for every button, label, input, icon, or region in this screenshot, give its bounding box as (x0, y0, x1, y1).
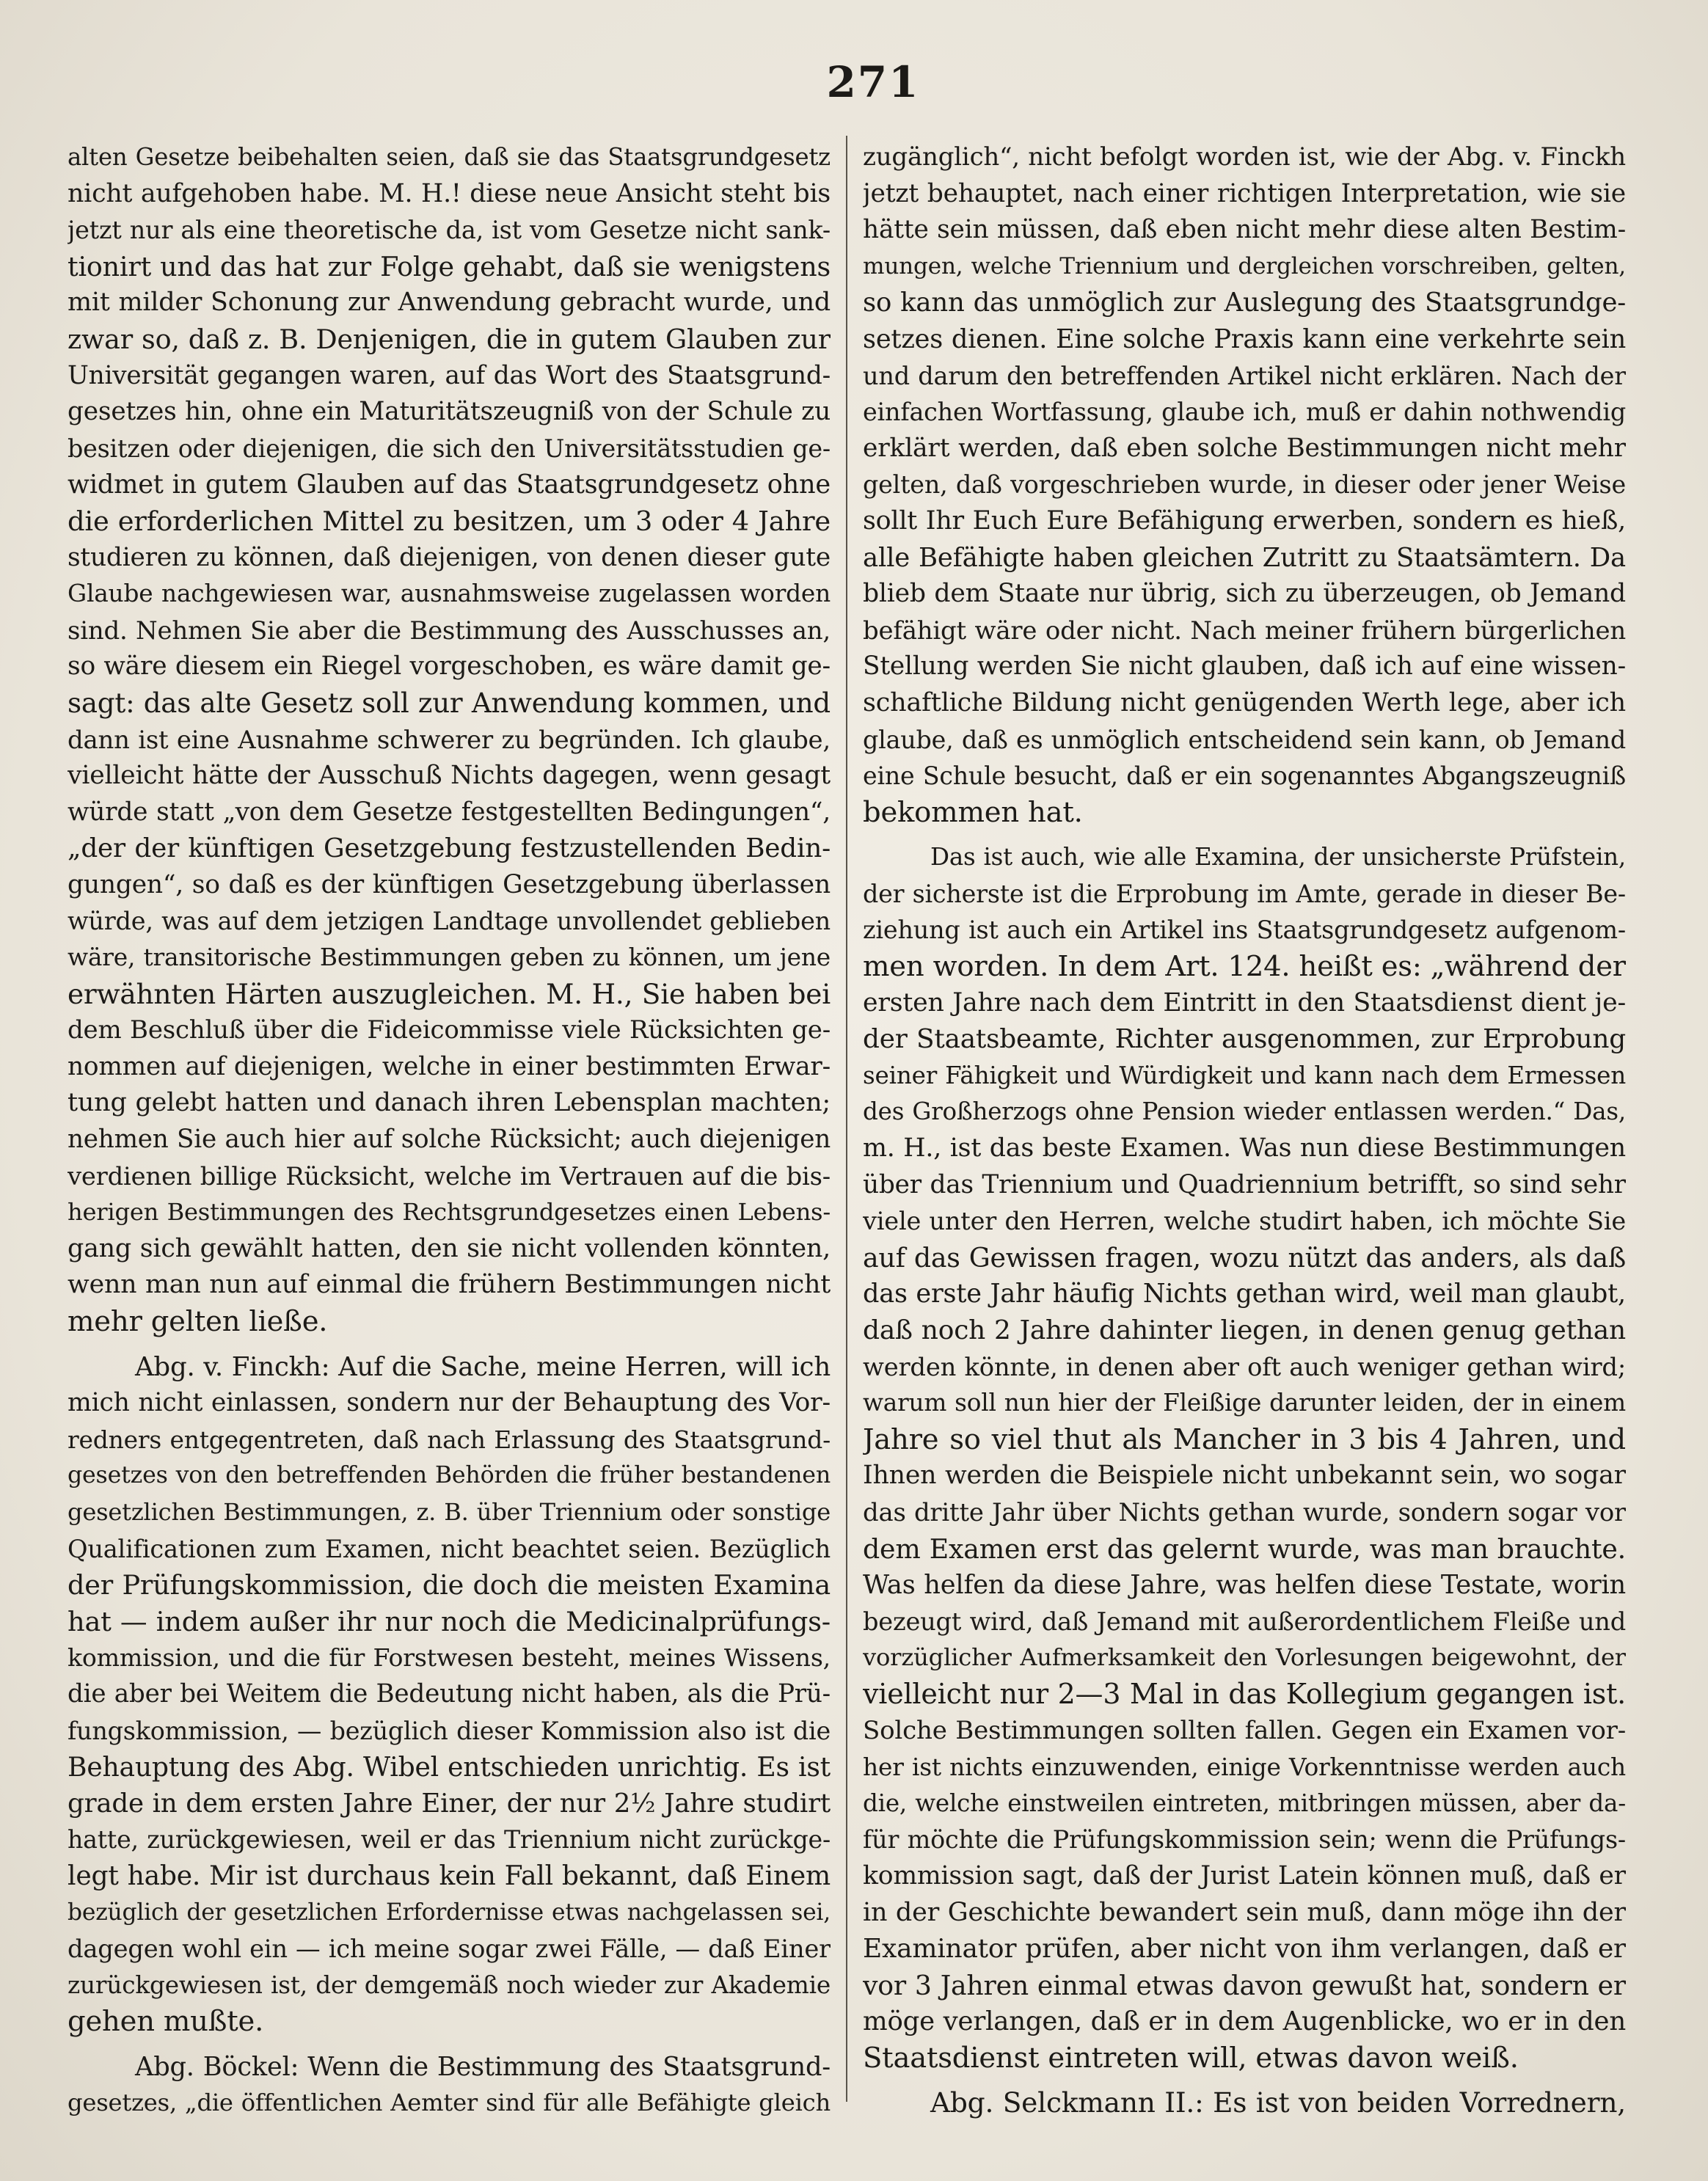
text-line: der Staatsbeamte, Richter ausgenommen, zur Erprobung (863, 1024, 1626, 1055)
text-line: wäre, transitorische Bestimmungen geben zu können, um jene (67, 943, 831, 972)
right-column (863, 139, 1626, 2122)
text-line: vorzüglicher Aufmerksamkeit den Vorlesungen beigewohnt, der (863, 1643, 1626, 1672)
text-line: gelten, daß vorgeschrieben wurde, in dieser oder jener Weise (863, 470, 1626, 500)
text-line: eine Schule besucht, daß er ein sogenanntes Abgangszeugniß (863, 761, 1626, 791)
text-line: mehr gelten ließe. (67, 1305, 328, 1338)
text-line: men worden. In dem Art. 124. heißt es: „während der (863, 950, 1626, 984)
text-line: vielleicht hätte der Ausschuß Nichts dagegen, wenn gesagt (67, 761, 831, 791)
text-line: dem Beschluß über die Fideicommisse viele Rücksichten ge- (67, 1015, 831, 1045)
text-line: die aber bei Weitem die Bedeutung nicht haben, als die Prü- (67, 1678, 831, 1709)
text-line: vor 3 Jahren einmal etwas davon gewußt hat, sondern er (863, 1969, 1626, 2001)
text-line: bezeugt wird, daß Jemand mit außerordentlichem Fleiße und (863, 1607, 1626, 1636)
text-line: sollt Ihr Euch Eure Befähigung erwerben, sondern es hieß, (863, 505, 1626, 536)
text-line: Das ist auch, wie alle Examina, der unsicherste Prüfstein, (930, 843, 1626, 872)
text-line: nehmen Sie auch hier auf solche Rücksicht; auch diejenigen (67, 1125, 831, 1155)
text-line: Solche Bestimmungen sollten fallen. Gegen ein Examen vor- (863, 1715, 1626, 1745)
text-line: herigen Bestimmungen des Rechtsgrundgesetzes einen Lebens- (67, 1198, 831, 1227)
text-line: die erforderlichen Mittel zu besitzen, um 3 oder 4 Jahre (67, 505, 831, 537)
text-line: mungen, welche Triennium und dergleichen vorschreiben, gelten, (863, 252, 1626, 280)
text-line: her ist nichts einzuwenden, einige Vorkenntnisse werden auch (863, 1753, 1626, 1782)
text-line: setzes dienen. Eine solche Praxis kann eine verkehrte sein (863, 324, 1626, 354)
text-line: das erste Jahr häufig Nichts gethan wird, weil man glaubt, (863, 1279, 1626, 1309)
text-line: jetzt behauptet, nach einer richtigen Interpretation, wie sie (863, 178, 1626, 208)
text-line: glaube, daß es unmöglich entscheidend sein kann, ob Jemand (863, 725, 1626, 754)
text-line: das dritte Jahr über Nichts gethan wurde, sondern sogar vor (863, 1497, 1626, 1527)
text-line: sagt: das alte Gesetz soll zur Anwendung kommen, und (67, 687, 831, 719)
text-line: Ihnen werden die Beispiele nicht unbekannt sein, wo sogar (863, 1461, 1626, 1491)
text-line: alten Gesetze beibehalten seien, daß sie das Staatsgrundgesetz (67, 143, 831, 171)
text-line: dem Examen erst das gelernt wurde, was man brauchte. (863, 1532, 1626, 1565)
text-line: jetzt nur als eine theoretische da, ist vom Gesetze nicht sank- (67, 216, 831, 245)
text-line: würde, was auf dem jetzigen Landtage unvollendet geblieben (67, 907, 831, 936)
text-line: Examinator prüfen, aber nicht von ihm verlangen, daß er (863, 1934, 1626, 1965)
column-divider (846, 136, 847, 2102)
text-line: die, welche einstweilen eintreten, mitbringen müssen, aber da- (863, 1789, 1626, 1817)
text-line: mit milder Schonung zur Anwendung gebracht wurde, und (67, 288, 831, 318)
text-line: nicht aufgehoben habe. M. H.! diese neue Ansicht steht bis (67, 178, 831, 208)
text-line: fungskommission, — bezüglich dieser Kommission also ist die (67, 1716, 831, 1745)
speaker-line: Abg. Böckel: Wenn die Bestimmung des Staatsgrund- (135, 2051, 831, 2082)
text-line: hatte, zurückgewiesen, weil er das Triennium nicht zurückge- (67, 1825, 831, 1855)
speaker-line: Abg. Selckmann II.: Es ist von beiden Vorrednern, (930, 2086, 1626, 2119)
text-line: wenn man nun auf einmal die frühern Bestimmungen nicht (67, 1270, 831, 1300)
text-line: sind. Nehmen Sie aber die Bestimmung des Ausschusses an, (67, 615, 831, 645)
text-line: gesetzlichen Bestimmungen, z. B. über Triennium oder sonstige (67, 1497, 831, 1526)
text-line: Universität gegangen waren, auf das Wort des Staatsgrund- (67, 360, 831, 390)
text-line: Qualificationen zum Examen, nicht beachtet seien. Bezüglich (67, 1534, 831, 1563)
text-line: ersten Jahre nach dem Eintritt in den Staatsdienst dient je- (863, 987, 1626, 1018)
text-line: gehen mußte. (67, 2005, 264, 2039)
text-line: der sicherste ist die Erprobung im Amte, gerade in dieser Be- (863, 879, 1626, 908)
text-line: in der Geschichte bewandert sein muß, dann möge ihn der (863, 1897, 1626, 1927)
text-line: m. H., ist das beste Examen. Was nun diese Bestimmungen (863, 1133, 1626, 1163)
text-line: werden könnte, in denen aber oft auch weniger gethan wird; (863, 1352, 1626, 1381)
text-line: gesetzes von den betreffenden Behörden die früher bestandenen (67, 1462, 831, 1489)
text-line: dagegen wohl ein — ich meine sogar zwei Fälle, — daß Einer (67, 1935, 831, 1964)
text-line: Glaube nachgewiesen war, ausnahmsweise zugelassen worden (67, 580, 831, 608)
text-line: seiner Fähigkeit und Würdigkeit und kann nach dem Ermessen (863, 1061, 1626, 1089)
page-number: 271 (826, 57, 920, 107)
text-line: viele unter den Herren, welche studirt haben, ich möchte Sie (863, 1207, 1626, 1236)
text-line: mich nicht einlassen, sondern nur der Behauptung des Vor- (67, 1388, 831, 1418)
left-column (67, 139, 831, 2122)
speech-boeckel (67, 2049, 831, 2122)
text-line: möge verlangen, daß er in dem Augenblicke, wo er in den (863, 2006, 1626, 2037)
text-line: so wäre diesem ein Riegel vorgeschoben, es wäre damit ge- (67, 651, 831, 682)
text-line: befähigt wäre oder nicht. Nach meiner frühern bürgerlichen (863, 615, 1626, 645)
text-line: und darum den betreffenden Artikel nicht erklären. Nach der (863, 361, 1626, 390)
text-line: auf das Gewissen fragen, wozu nützt das anders, als daß (863, 1241, 1626, 1274)
text-line: bekommen hat. (863, 795, 1083, 829)
text-line: gesetzes hin, ohne ein Maturitätszeugniß von der Schule zu (67, 397, 831, 427)
text-line: kommission, und die für Forstwesen besteht, meines Wissens, (67, 1643, 831, 1673)
text-line: redners entgegentreten, daß nach Erlassung des Staatsgrund- (67, 1425, 831, 1454)
text-line: verdienen billige Rücksicht, welche im Vertrauen auf die bis- (67, 1161, 831, 1191)
text-line: einfachen Wortfassung, glaube ich, muß er dahin nothwendig (863, 398, 1626, 427)
text-line: vielleicht nur 2—3 Mal in das Kollegium gegangen ist. (863, 1677, 1626, 1710)
text-line: dann ist eine Ausnahme schwerer zu begründen. Ich glaube, (67, 725, 831, 754)
text-line: daß noch 2 Jahre dahinter liegen, in denen genug gethan (863, 1315, 1626, 1345)
text-line: zugänglich“, nicht befolgt worden ist, wie der Abg. v. Finckh (863, 142, 1626, 172)
text-line: des Großherzogs ohne Pension wieder entlassen werden.“ Das, (863, 1097, 1626, 1126)
text-line: tionirt und das hat zur Folge gehabt, daß sie wenigstens (67, 250, 831, 282)
text-line: gesetzes, „die öffentlichen Aemter sind für alle Befähigte gleich (67, 2089, 831, 2117)
speech-finckh (67, 1349, 831, 2040)
text-line: für möchte die Prüfungskommission sein; wenn die Prüfungs- (863, 1825, 1626, 1855)
text-line: erklärt werden, daß eben solche Bestimmungen nicht mehr (863, 433, 1626, 463)
text-line: hätte sein müssen, daß eben nicht mehr diese alten Bestim- (863, 215, 1626, 245)
text-line: legt habe. Mir ist durchaus kein Fall bekannt, daß Einem (67, 1860, 831, 1891)
text-line: bezüglich der gesetzlichen Erfordernisse etwas nachgelassen sei, (67, 1899, 831, 1926)
text-line: nommen auf diejenigen, welche in einer bestimmten Erwar- (67, 1051, 831, 1081)
text-line: zurückgewiesen ist, der demgemäß noch wieder zur Akademie (67, 1970, 831, 1999)
text-line: der Prüfungskommission, die doch die meisten Examina (67, 1569, 831, 1601)
speaker-line: Abg. v. Finckh: Auf die Sache, meine Herren, will ich (135, 1351, 831, 1382)
text-line: gungen“, so daß es der künftigen Gesetzgebung überlassen (67, 869, 831, 899)
text-line: tung gelebt hatten und danach ihren Lebensplan machten; (67, 1088, 831, 1118)
text-line: würde statt „von dem Gesetze festgestellten Bedingungen“, (67, 797, 831, 827)
text-line: Was helfen da diese Jahre, was helfen diese Testate, worin (863, 1570, 1626, 1601)
text-line: studieren zu können, daß diejenigen, von denen dieser gute (67, 542, 831, 572)
paragraph-examina (863, 839, 1626, 2076)
text-line: „der der künftigen Gesetzgebung festzustellenden Bedin- (67, 833, 831, 864)
text-line: warum soll nun hier der Fleißige darunter leiden, der in einem (863, 1389, 1626, 1417)
paragraph-continued (863, 139, 1626, 830)
text-line: alle Befähigte haben gleichen Zutritt zu Staatsämtern. Da (863, 542, 1626, 573)
text-line: schaftliche Bildung nicht genügenden Werth lege, aber ich (863, 687, 1626, 717)
text-line: hat — indem außer ihr nur noch die Medicinalprüfungs- (67, 1605, 831, 1637)
text-line: besitzen oder diejenigen, die sich den Universitätsstudien ge- (67, 434, 831, 463)
text-line: kommission sagt, daß der Jurist Latein können muß, daß er (863, 1860, 1626, 1890)
paragraph-1 (67, 139, 831, 1340)
text-line: zwar so, daß z. B. Denjenigen, die in gutem Glauben zur (67, 323, 831, 355)
text-line: Behauptung des Abg. Wibel entschieden unrichtig. Es ist (67, 1751, 831, 1783)
text-line: Jahre so viel thut als Mancher in 3 bis 4 Jahren, und (863, 1422, 1626, 1456)
text-line: erwähnten Härten auszugleichen. M. H., Sie haben bei (67, 977, 831, 1010)
text-line: Stellung werden Sie nicht glauben, daß ich auf eine wissen- (863, 651, 1626, 682)
text-line: widmet in gutem Glauben auf das Staatsgrundgesetz ohne (67, 470, 831, 500)
text-line: gang sich gewählt hatten, den sie nicht vollenden könnten, (67, 1233, 831, 1263)
text-line: Staatsdienst eintreten will, etwas davon weiß. (863, 2041, 1519, 2075)
text-line: so kann das unmöglich zur Auslegung des Staatsgrundge- (863, 288, 1626, 318)
text-line: ziehung ist auch ein Artikel ins Staatsgrundgesetz aufgenom- (863, 916, 1626, 945)
text-line: über das Triennium und Quadriennium betrifft, so sind sehr (863, 1169, 1626, 1199)
speech-selckmann (863, 2085, 1626, 2122)
text-line: blieb dem Staate nur übrig, sich zu überzeugen, ob Jemand (863, 579, 1626, 609)
text-line: grade in dem ersten Jahre Einer, der nur 2½ Jahre studirt (67, 1788, 831, 1819)
